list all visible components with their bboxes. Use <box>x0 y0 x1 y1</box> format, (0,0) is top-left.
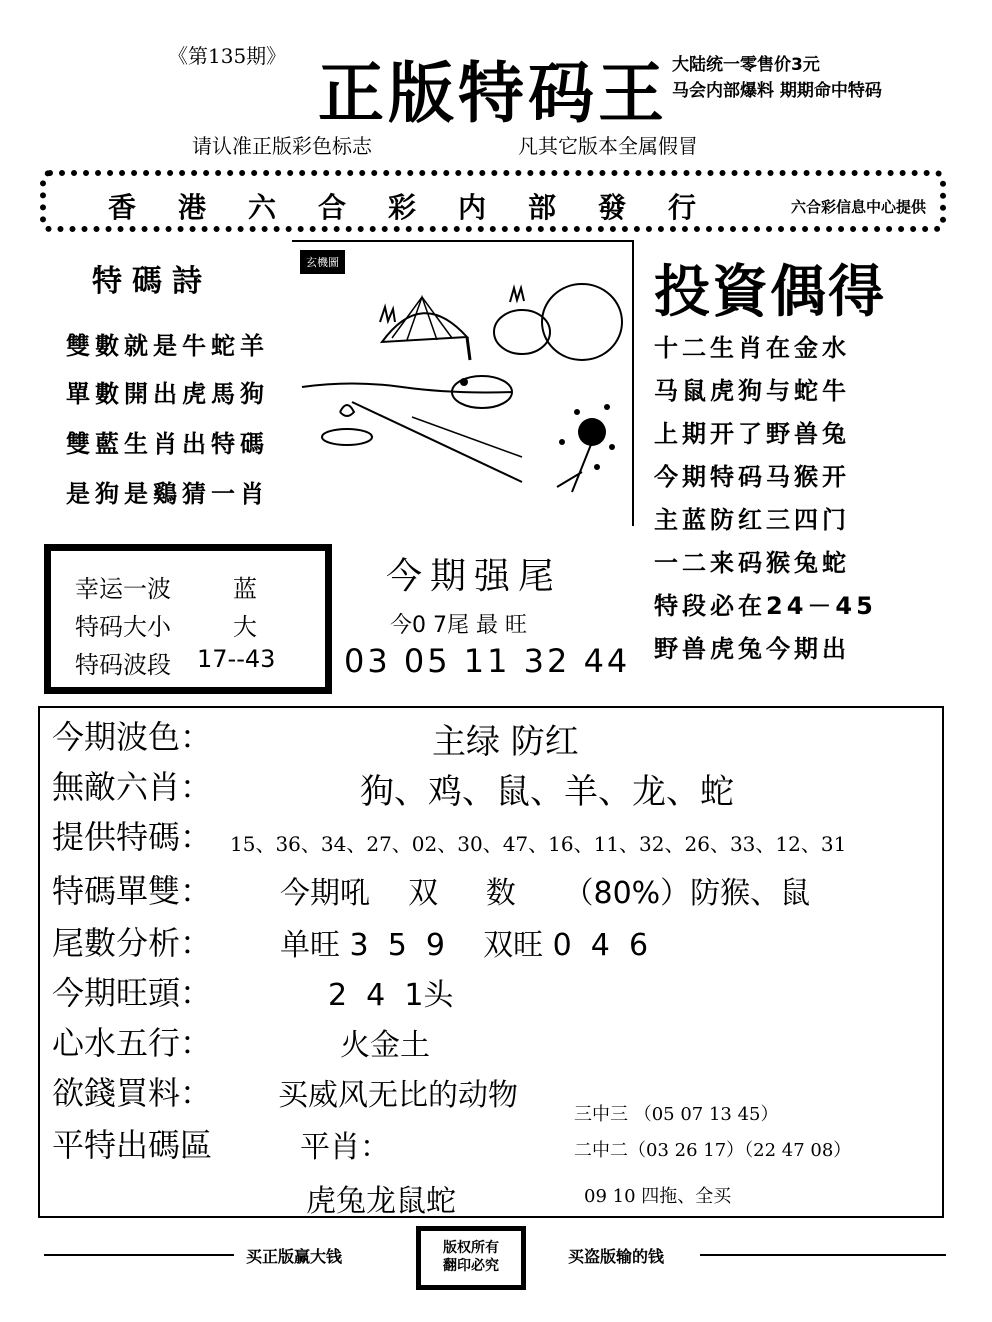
strong-tail-sub: 今0 7尾 最 旺 <box>390 613 527 638</box>
six-label: 無敵六肖： <box>52 768 213 806</box>
invest-line: 特段必在24－45 <box>654 592 877 620</box>
banner-sub: 六合彩信息中心提供 <box>790 198 926 216</box>
lucky-size-value: 大 <box>233 613 257 641</box>
invest-line: 野兽虎兔今期出 <box>654 635 850 663</box>
genuine-note: 请认准正版彩色标志 <box>192 134 372 158</box>
head-value: 2 4 1头 <box>328 978 454 1013</box>
tail-label: 尾數分析： <box>52 924 213 962</box>
banner-main: 香港六合彩内部發行 <box>108 191 739 224</box>
poem-title: 特碼詩 <box>92 264 212 299</box>
invest-line: 上期开了野兽兔 <box>654 420 850 448</box>
flat-sub: 平肖： <box>300 1130 390 1165</box>
element-label: 心水五行： <box>52 1024 213 1062</box>
poem-line: 單數開出虎馬狗 <box>66 380 269 408</box>
riddle-illustration <box>292 242 632 526</box>
oddeven-label: 特碼單雙： <box>52 872 213 910</box>
invest-line: 今期特码马猴开 <box>654 463 850 491</box>
lucky-box <box>44 544 332 694</box>
footer-line-left <box>44 1254 234 1256</box>
poem-line: 是狗是鷄猜一肖 <box>66 480 269 508</box>
fake-note: 凡其它版本全属假冒 <box>518 134 698 158</box>
color-label: 今期波色： <box>52 718 213 756</box>
riddle-picture <box>292 240 634 526</box>
invest-line: 马鼠虎狗与蛇牛 <box>654 377 850 405</box>
picture-stamp: 玄機圖 <box>300 250 345 274</box>
poem-line: 雙藍生肖出特碼 <box>66 430 269 458</box>
lucky-range-label: 特码波段 <box>75 651 171 679</box>
head-label: 今期旺頭： <box>52 974 213 1012</box>
tagline: 马会内部爆料 期期命中特码 <box>672 81 882 101</box>
codes-label: 提供特碼： <box>52 818 213 856</box>
tail-value: 单旺 3 5 9 双旺 0 4 6 <box>280 928 649 963</box>
three-hit: 三中三 （05 07 13 45） <box>574 1104 779 1125</box>
copyright-line2: 翻印必究 <box>443 1258 499 1274</box>
buy-label: 欲錢買料： <box>52 1074 213 1112</box>
six-value: 狗、鸡、鼠、羊、龙、蛇 <box>360 772 734 812</box>
invest-line: 主蓝防红三四门 <box>654 506 850 534</box>
drag-value: 09 10 四拖、全买 <box>584 1186 732 1207</box>
strong-tail-title: 今期强尾 <box>386 556 563 597</box>
codes-value: 15、36、34、27、02、30、47、16、11、32、26、33、12、31 <box>230 832 847 856</box>
lucky-wave-value: 蓝 <box>233 575 257 603</box>
footer-right: 买盗版输的钱 <box>568 1247 665 1266</box>
lucky-range-value: 17--43 <box>197 645 276 673</box>
lucky-wave-label: 幸运一波 <box>75 575 171 603</box>
footer-left: 买正版赢大钱 <box>246 1247 343 1266</box>
footer-line-right <box>700 1254 946 1256</box>
price-note: 大陆统一零售价3元 <box>672 55 820 75</box>
issue-number: 《第135期》 <box>168 44 287 68</box>
invest-title: 投資偶得 <box>654 260 886 325</box>
banner <box>40 170 946 232</box>
oddeven-value: 今期吼 双 数 （80%）防猴、鼠 <box>280 876 811 911</box>
flat-label: 平特出碼區 <box>52 1126 213 1164</box>
flat-value: 虎兔龙鼠蛇 <box>306 1184 456 1219</box>
element-value: 火金土 <box>340 1028 430 1063</box>
lucky-size-label: 特码大小 <box>75 613 171 641</box>
invest-line: 十二生肖在金水 <box>654 334 850 362</box>
copyright-box <box>416 1226 526 1290</box>
color-value: 主绿 防红 <box>432 722 579 762</box>
invest-line: 一二来码猴兔蛇 <box>654 549 850 577</box>
two-hit: 二中二（03 26 17）（22 47 08） <box>574 1140 852 1161</box>
buy-value: 买威风无比的动物 <box>278 1078 518 1113</box>
poem-line: 雙數就是牛蛇羊 <box>66 332 269 360</box>
strong-tail-numbers: 03 05 11 32 44 <box>344 642 631 680</box>
copyright-line1: 版权所有 <box>443 1240 499 1256</box>
main-title: 正版特码王 <box>318 55 668 132</box>
